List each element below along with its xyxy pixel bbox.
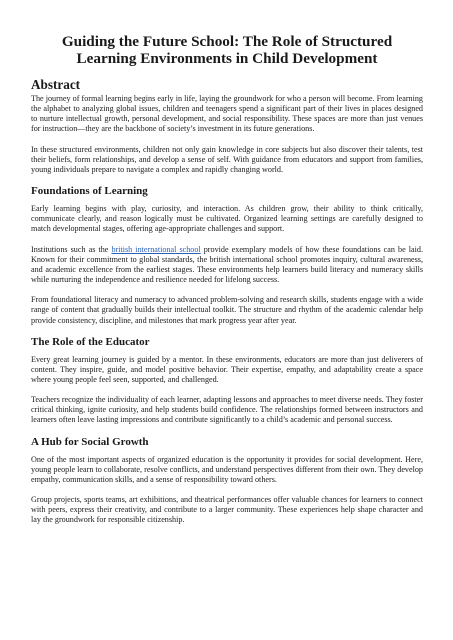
document-title: Guiding the Future School: The Role of Structured Learning Environments in Child Development <box>61 33 393 67</box>
foundations-paragraph-2-rest: provide exemplary models of how these foundations can be laid. Known for their commitment to global standards, the british international school promotes inquiry, cultural awareness, and academic excellence from the earliest stages. These environments help learners build literacy and numeracy skills while nurturing the independence and resilience needed for lifelong success. <box>31 244 423 285</box>
abstract-paragraph-2: In these structured environments, children not only gain knowledge in core subjects but also discover their talents, test their beliefs, form relationships, and develop a sense of self. With guidance from educators and support from families, young individuals prepare to navigate a complex and rapidly changing world. <box>31 144 423 174</box>
social-paragraph-2: Group projects, sports teams, art exhibitions, and theatrical performances offer valuable chances for learners to connect with peers, express their creativity, and contribute to a larger community. These experiences help shape character and lay the groundwork for responsible citizenship. <box>31 495 423 525</box>
social-paragraph-1: One of the most important aspects of organized education is the opportunity it provides for social development. Here, young people learn to collaborate, resolve conflicts, and understand perspectives different from their own. They develop empathy, communication skills, and a sense of responsibility toward others. <box>31 454 423 484</box>
foundations-paragraph-2 <box>31 245 423 286</box>
foundations-paragraph-3: From foundational literacy and numeracy to advanced problem-solving and research skills, students engage with a wide range of content that gradually builds their intellectual toolkit. The structure and rhythm of the academic calendar help provide consistency, discipline, and milestones that mark progress year after year. <box>31 295 423 325</box>
foundations-paragraph-2-lead: Institutions such as the <box>31 244 112 254</box>
social-growth-heading: A Hub for Social Growth <box>31 435 149 448</box>
educator-paragraph-1: Every great learning journey is guided by a mentor. In these environments, educators are more than just deliverers of content. They inspire, guide, and model positive behavior. Their expertise, empathy, and adaptability create a space where young people feel seen, supported, and challenged. <box>31 354 423 384</box>
abstract-heading: Abstract <box>31 77 81 92</box>
british-international-school-link[interactable]: british international school <box>111 244 201 254</box>
educator-paragraph-2: Teachers recognize the individuality of each learner, adapting lessons and approaches to meet diverse needs. They foster critical thinking, ignite curiosity, and help students build confidence. The relationships formed between instructors and learners often leave lasting impressions and contribute significantly to a child’s academic and personal success. <box>31 395 423 425</box>
abstract-paragraph-1: The journey of formal learning begins early in life, laying the groundwork for who a person will become. From learning the alphabet to analyzing global issues, children and teenagers spend a significant part of their lives in places designed to nurture intellectual growth, personal development, and social responsibility. These spaces are more than just venues for instruction—they are the backbone of society’s investment in its future generations. <box>31 94 423 134</box>
foundations-paragraph-1: Early learning begins with play, curiosity, and interaction. As children grow, their ability to think critically, communicate clearly, and reason logically must be cultivated. Organized learning settings are carefully designed to match developmental stages, offering age-appropriate challenges and support. <box>31 204 423 234</box>
educator-heading: The Role of the Educator <box>31 335 150 348</box>
foundations-heading: Foundations of Learning <box>31 185 148 198</box>
